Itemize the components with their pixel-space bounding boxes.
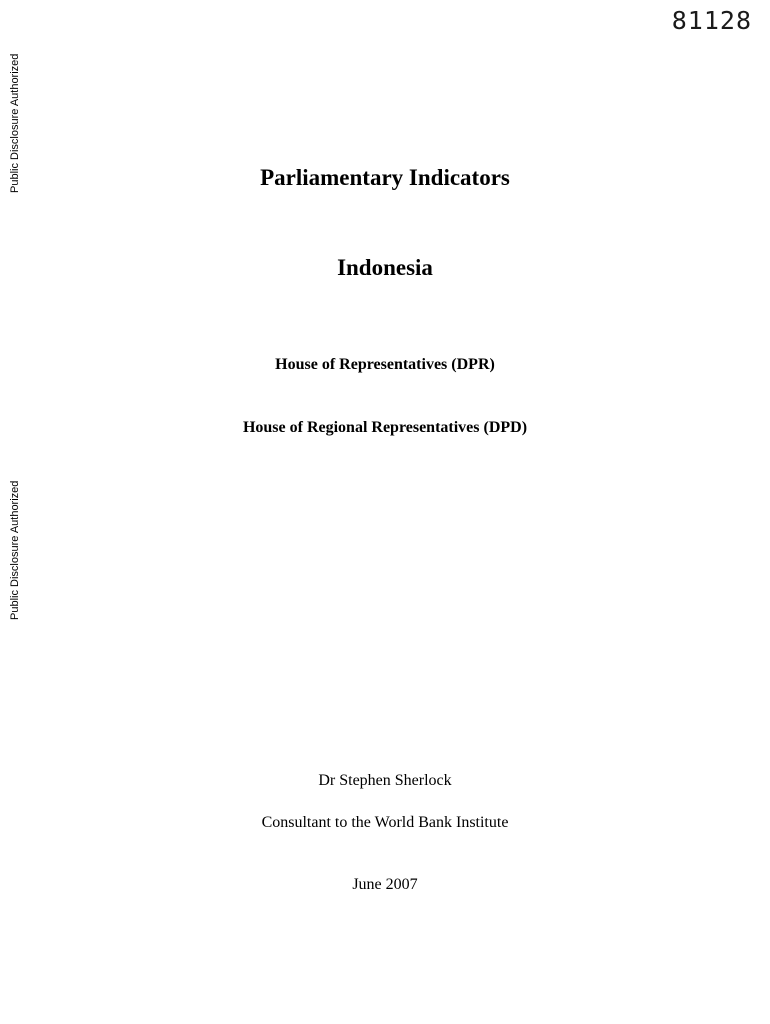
country-heading: Indonesia	[337, 255, 433, 280]
author-role: Consultant to the World Bank Institute	[261, 814, 509, 831]
document-number: 81128	[671, 6, 752, 35]
document-title: Parliamentary Indicators	[260, 165, 510, 190]
disclosure-stamp-bottom: Public Disclosure Authorized	[9, 480, 21, 620]
house-dpd-heading: House of Regional Representatives (DPD)	[242, 419, 528, 436]
disclosure-stamp-top: Public Disclosure Authorized	[9, 53, 21, 193]
publication-date: June 2007	[352, 876, 418, 893]
author-name: Dr Stephen Sherlock	[318, 772, 452, 789]
house-dpr-heading: House of Representatives (DPR)	[275, 356, 495, 373]
